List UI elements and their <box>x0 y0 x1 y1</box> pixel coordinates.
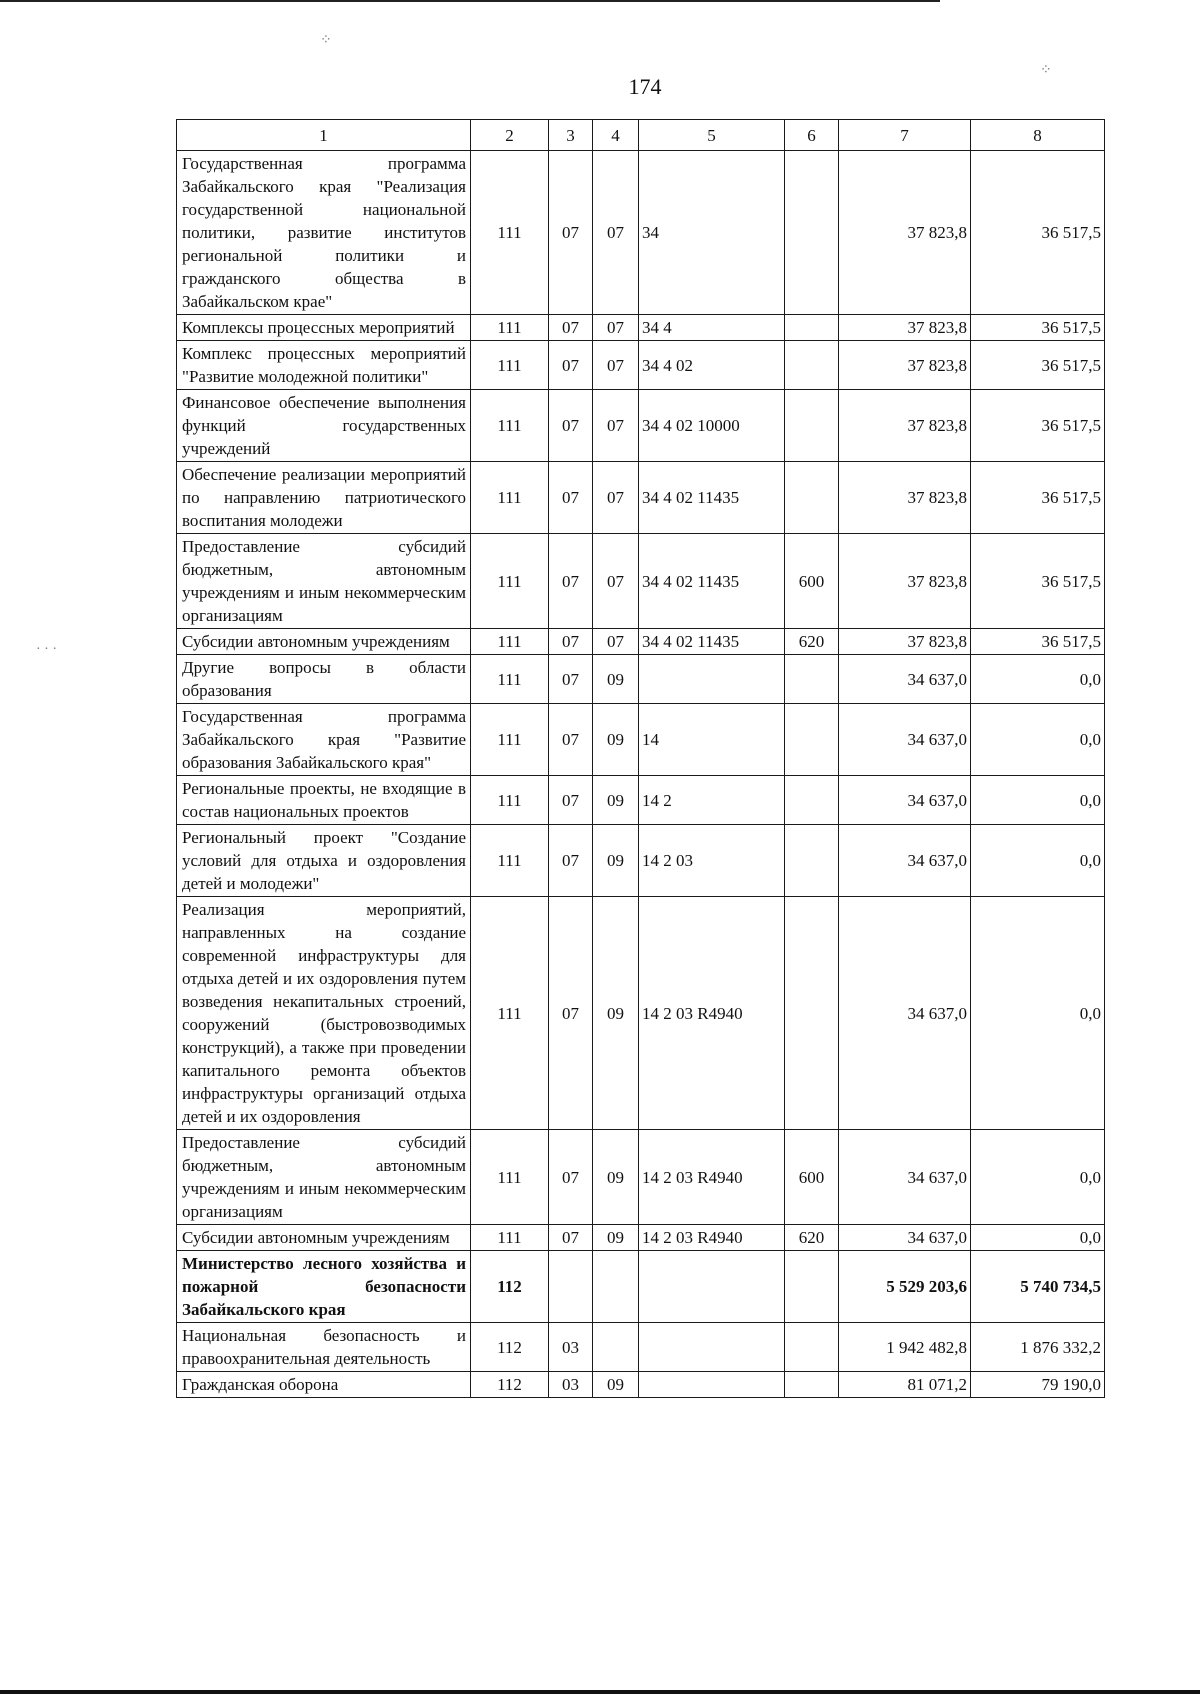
row-name-cell: Предоставление субсидий бюджетным, автономным учреждениям и иным некоммерческим организациям <box>177 1130 471 1225</box>
section-code-cell: 07 <box>549 897 593 1130</box>
subsection-code-cell: 09 <box>593 1225 639 1251</box>
row-name-cell: Региональные проекты, не входящие в состав национальных проектов <box>177 776 471 825</box>
expense-type-cell <box>785 1372 839 1398</box>
table-body <box>177 120 1105 1398</box>
table-row <box>177 390 1105 462</box>
expense-type-cell <box>785 1323 839 1372</box>
row-name-cell: Комплекс процессных мероприятий "Развитие молодежной политики" <box>177 341 471 390</box>
row-name-cell: Государственная программа Забайкальского края "Развитие образования Забайкальского края" <box>177 704 471 776</box>
amount-col7-cell: 81 071,2 <box>839 1372 971 1398</box>
amount-col8-cell: 36 517,5 <box>971 341 1105 390</box>
table-row <box>177 1225 1105 1251</box>
subsection-code-cell: 09 <box>593 776 639 825</box>
section-code-cell: 07 <box>549 151 593 315</box>
subsection-code-cell: 07 <box>593 534 639 629</box>
table-header-row <box>177 120 1105 151</box>
amount-col8-cell: 36 517,5 <box>971 534 1105 629</box>
row-name-cell: Гражданская оборона <box>177 1372 471 1398</box>
section-code-cell: 07 <box>549 1130 593 1225</box>
section-code-cell: 03 <box>549 1323 593 1372</box>
table-row <box>177 1323 1105 1372</box>
page-number: 174 <box>628 74 662 99</box>
amount-col8-cell: 36 517,5 <box>971 462 1105 534</box>
row-name-cell: Реализация мероприятий, направленных на создание современной инфраструктуры для отдыха детей и их оздоровления путем возведения некапитальных строений, сооружений (быстровозводимых конструкций), а также при проведении капитального ремонта объектов инфраструктуры организаций отдыха детей и их оздоровления <box>177 897 471 1130</box>
amount-col7-cell: 37 823,8 <box>839 151 971 315</box>
subsection-code-cell: 09 <box>593 897 639 1130</box>
section-code-cell: 07 <box>549 390 593 462</box>
expense-type-cell <box>785 825 839 897</box>
table-row <box>177 151 1105 315</box>
admin-code-cell: 111 <box>471 390 549 462</box>
table-row <box>177 629 1105 655</box>
amount-col7-cell: 34 637,0 <box>839 655 971 704</box>
admin-code-cell: 111 <box>471 655 549 704</box>
table-row <box>177 1130 1105 1225</box>
expense-type-cell <box>785 462 839 534</box>
expense-type-cell <box>785 704 839 776</box>
admin-code-cell: 112 <box>471 1251 549 1323</box>
subsection-code-cell: 07 <box>593 462 639 534</box>
amount-col7-cell: 34 637,0 <box>839 704 971 776</box>
expense-type-cell: 620 <box>785 629 839 655</box>
target-article-cell <box>639 1251 785 1323</box>
expense-type-cell <box>785 1251 839 1323</box>
table-row <box>177 825 1105 897</box>
row-name-cell: Национальная безопасность и правоохранительная деятельность <box>177 1323 471 1372</box>
admin-code-cell: 111 <box>471 341 549 390</box>
admin-code-cell: 111 <box>471 1130 549 1225</box>
expense-type-cell <box>785 655 839 704</box>
table-row <box>177 1372 1105 1398</box>
expense-type-cell: 600 <box>785 534 839 629</box>
row-name-cell: Другие вопросы в области образования <box>177 655 471 704</box>
amount-col7-cell: 34 637,0 <box>839 1130 971 1225</box>
bottom-scan-rule <box>0 1690 1200 1694</box>
table-row <box>177 704 1105 776</box>
admin-code-cell: 111 <box>471 776 549 825</box>
table-row <box>177 897 1105 1130</box>
subsection-code-cell <box>593 1251 639 1323</box>
section-code-cell: 07 <box>549 462 593 534</box>
amount-col8-cell: 0,0 <box>971 704 1105 776</box>
subsection-code-cell: 07 <box>593 315 639 341</box>
target-article-cell: 14 2 <box>639 776 785 825</box>
expense-type-cell <box>785 897 839 1130</box>
column-header: 5 <box>639 120 785 151</box>
amount-col8-cell: 36 517,5 <box>971 151 1105 315</box>
section-code-cell <box>549 1251 593 1323</box>
table-row <box>177 341 1105 390</box>
subsection-code-cell <box>593 1323 639 1372</box>
target-article-cell: 34 4 02 <box>639 341 785 390</box>
admin-code-cell: 111 <box>471 534 549 629</box>
row-name-cell: Государственная программа Забайкальского края "Реализация государственной национальной политики, развитие институтов региональной политики и гражданского общества в Забайкальском крае" <box>177 151 471 315</box>
amount-col8-cell: 36 517,5 <box>971 629 1105 655</box>
subsection-code-cell: 09 <box>593 655 639 704</box>
row-name-cell: Региональный проект "Создание условий для отдыха и оздоровления детей и молодежи" <box>177 825 471 897</box>
row-name-cell: Обеспечение реализации мероприятий по направлению патриотического воспитания молодежи <box>177 462 471 534</box>
column-header: 7 <box>839 120 971 151</box>
table-row <box>177 534 1105 629</box>
target-article-cell: 14 2 03 R4940 <box>639 1225 785 1251</box>
section-code-cell: 07 <box>549 825 593 897</box>
column-header: 3 <box>549 120 593 151</box>
subsection-code-cell: 07 <box>593 341 639 390</box>
expense-type-cell <box>785 776 839 825</box>
table-row <box>177 1251 1105 1323</box>
admin-code-cell: 111 <box>471 462 549 534</box>
amount-col7-cell: 34 637,0 <box>839 825 971 897</box>
section-code-cell: 07 <box>549 534 593 629</box>
admin-code-cell: 112 <box>471 1372 549 1398</box>
amount-col8-cell: 36 517,5 <box>971 390 1105 462</box>
amount-col7-cell: 37 823,8 <box>839 341 971 390</box>
target-article-cell: 14 2 03 R4940 <box>639 897 785 1130</box>
scan-speck: ⁘ <box>1040 63 1052 78</box>
row-name-cell: Субсидии автономным учреждениям <box>177 629 471 655</box>
subsection-code-cell: 07 <box>593 151 639 315</box>
expense-type-cell <box>785 151 839 315</box>
row-name-cell: Субсидии автономным учреждениям <box>177 1225 471 1251</box>
expense-type-cell: 620 <box>785 1225 839 1251</box>
amount-col8-cell: 0,0 <box>971 825 1105 897</box>
column-header: 1 <box>177 120 471 151</box>
table-row <box>177 655 1105 704</box>
amount-col8-cell: 36 517,5 <box>971 315 1105 341</box>
subsection-code-cell: 09 <box>593 825 639 897</box>
amount-col7-cell: 37 823,8 <box>839 629 971 655</box>
admin-code-cell: 111 <box>471 315 549 341</box>
table-row <box>177 776 1105 825</box>
expense-type-cell <box>785 341 839 390</box>
section-code-cell: 07 <box>549 341 593 390</box>
amount-col8-cell: 1 876 332,2 <box>971 1323 1105 1372</box>
section-code-cell: 07 <box>549 315 593 341</box>
section-code-cell: 07 <box>549 1225 593 1251</box>
target-article-cell <box>639 655 785 704</box>
admin-code-cell: 111 <box>471 629 549 655</box>
section-code-cell: 07 <box>549 776 593 825</box>
expense-type-cell <box>785 390 839 462</box>
budget-table <box>176 119 1105 1398</box>
amount-col7-cell: 34 637,0 <box>839 1225 971 1251</box>
amount-col8-cell: 5 740 734,5 <box>971 1251 1105 1323</box>
amount-col7-cell: 37 823,8 <box>839 534 971 629</box>
amount-col7-cell: 5 529 203,6 <box>839 1251 971 1323</box>
amount-col7-cell: 37 823,8 <box>839 315 971 341</box>
scan-speck: ⁘ <box>320 33 332 48</box>
admin-code-cell: 111 <box>471 1225 549 1251</box>
target-article-cell: 14 2 03 <box>639 825 785 897</box>
amount-col7-cell: 34 637,0 <box>839 897 971 1130</box>
row-name-cell: Комплексы процессных мероприятий <box>177 315 471 341</box>
admin-code-cell: 112 <box>471 1323 549 1372</box>
scan-speck: · · · <box>36 642 57 657</box>
amount-col8-cell: 0,0 <box>971 776 1105 825</box>
column-header: 4 <box>593 120 639 151</box>
top-scan-rule <box>0 0 940 2</box>
amount-col8-cell: 0,0 <box>971 1130 1105 1225</box>
target-article-cell: 34 4 <box>639 315 785 341</box>
target-article-cell: 14 <box>639 704 785 776</box>
table-row <box>177 315 1105 341</box>
admin-code-cell: 111 <box>471 704 549 776</box>
subsection-code-cell: 07 <box>593 629 639 655</box>
amount-col8-cell: 0,0 <box>971 655 1105 704</box>
target-article-cell: 34 4 02 11435 <box>639 629 785 655</box>
target-article-cell <box>639 1323 785 1372</box>
subsection-code-cell: 09 <box>593 1130 639 1225</box>
target-article-cell: 34 4 02 11435 <box>639 462 785 534</box>
target-article-cell: 14 2 03 R4940 <box>639 1130 785 1225</box>
amount-col7-cell: 34 637,0 <box>839 776 971 825</box>
row-name-cell: Предоставление субсидий бюджетным, автономным учреждениям и иным некоммерческим организациям <box>177 534 471 629</box>
amount-col8-cell: 0,0 <box>971 897 1105 1130</box>
column-header: 8 <box>971 120 1105 151</box>
target-article-cell: 34 4 02 10000 <box>639 390 785 462</box>
subsection-code-cell: 09 <box>593 1372 639 1398</box>
column-header: 2 <box>471 120 549 151</box>
section-code-cell: 03 <box>549 1372 593 1398</box>
admin-code-cell: 111 <box>471 897 549 1130</box>
amount-col7-cell: 37 823,8 <box>839 390 971 462</box>
amount-col8-cell: 0,0 <box>971 1225 1105 1251</box>
target-article-cell: 34 <box>639 151 785 315</box>
section-code-cell: 07 <box>549 629 593 655</box>
expense-type-cell: 600 <box>785 1130 839 1225</box>
row-name-cell: Финансовое обеспечение выполнения функций государственных учреждений <box>177 390 471 462</box>
amount-col8-cell: 79 190,0 <box>971 1372 1105 1398</box>
section-code-cell: 07 <box>549 655 593 704</box>
subsection-code-cell: 07 <box>593 390 639 462</box>
column-header: 6 <box>785 120 839 151</box>
amount-col7-cell: 1 942 482,8 <box>839 1323 971 1372</box>
row-name-cell: Министерство лесного хозяйства и пожарной безопасности Забайкальского края <box>177 1251 471 1323</box>
expense-type-cell <box>785 315 839 341</box>
amount-col7-cell: 37 823,8 <box>839 462 971 534</box>
target-article-cell <box>639 1372 785 1398</box>
admin-code-cell: 111 <box>471 151 549 315</box>
table-row <box>177 462 1105 534</box>
subsection-code-cell: 09 <box>593 704 639 776</box>
target-article-cell: 34 4 02 11435 <box>639 534 785 629</box>
section-code-cell: 07 <box>549 704 593 776</box>
admin-code-cell: 111 <box>471 825 549 897</box>
